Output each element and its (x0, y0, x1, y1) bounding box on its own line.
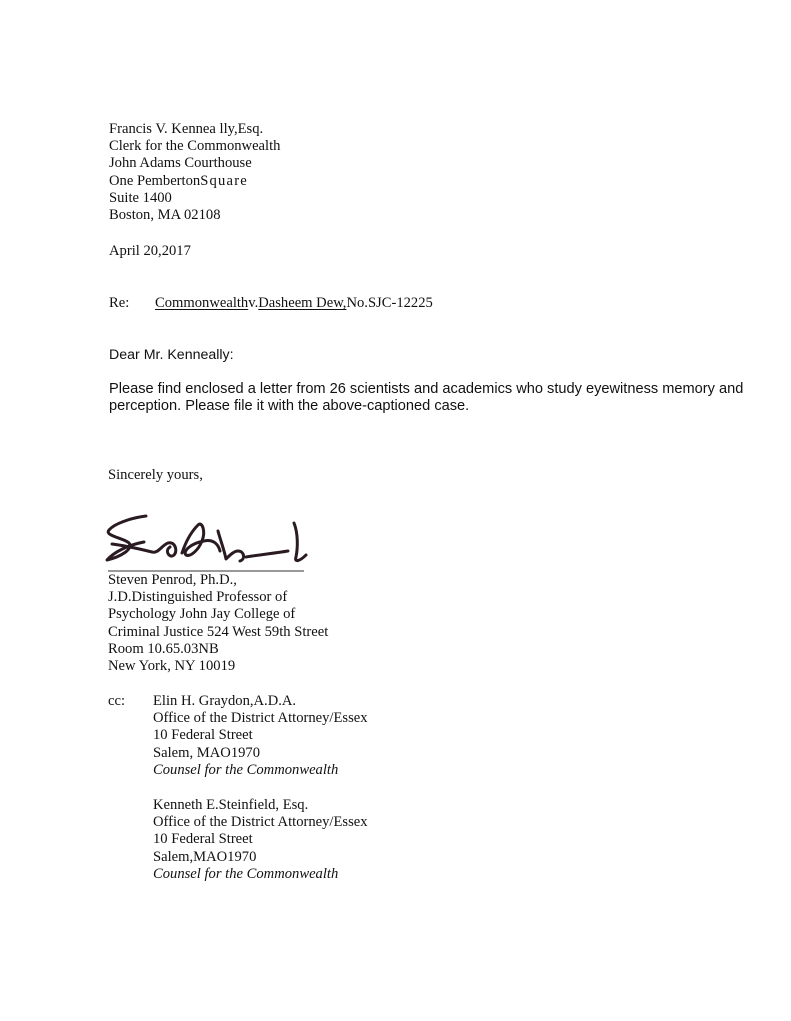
recipient-building: John Adams Courthouse (109, 155, 252, 172)
recipient-suite: Suite 1400 (109, 189, 172, 206)
recipient-street-a: One Pemberton (109, 172, 201, 189)
letter-date: April 20,2017 (109, 243, 191, 259)
sender-city: New York, NY 10019 (108, 657, 236, 674)
re-subject (155, 295, 433, 312)
cc-street: 10 Federal Street (153, 831, 253, 848)
re-label: Re: (109, 295, 130, 311)
body-line-1: Please find enclosed a letter from 26 scientists and academics who study eyewitness memory and (109, 381, 744, 397)
cc-city: Salem,MAO1970 (153, 848, 257, 865)
cc-recipient (153, 797, 368, 883)
signature-image (100, 505, 315, 577)
recipient-street-b: Square (200, 172, 248, 189)
re-versus: v. (248, 295, 259, 311)
recipient-title: Clerk for the Commonwealth (109, 138, 281, 155)
cc-office: Office of the District Attorney/Essex (153, 710, 368, 727)
recipient-name: Francis V. Kennea lly,Esq. (109, 121, 264, 137)
closing: Sincerely yours, (108, 467, 203, 483)
cc-label: cc: (108, 693, 126, 709)
sender-block (108, 572, 328, 675)
cc-recipient (153, 693, 368, 779)
cc-street: 10 Federal Street (153, 727, 253, 744)
cc-city: Salem, MAO1970 (153, 744, 261, 761)
recipient-address (109, 121, 280, 224)
cc-name: Kenneth E.Steinfield, Esq. (153, 797, 309, 813)
sender-department: Psychology John Jay College of (108, 606, 296, 623)
recipient-city: Boston, MA 02108 (109, 206, 221, 223)
salutation: Dear Mr. Kenneally: (109, 347, 234, 363)
cc-role: Counsel for the Commonwealth (153, 761, 339, 778)
letter-body (109, 381, 743, 415)
sender-title: J.D.Distinguished Professor of (108, 589, 288, 606)
sender-room: Room 10.65.03NB (108, 640, 219, 657)
re-party-a: Commonwealth (155, 295, 249, 311)
sender-street: Criminal Justice 524 West 59th Street (108, 623, 329, 640)
re-party-b: Dasheem Dew, (258, 295, 347, 311)
body-line-2: perception. Please file it with the above-captioned case. (109, 398, 470, 415)
cc-name: Elin H. Graydon,A.D.A. (153, 693, 297, 709)
cc-office: Office of the District Attorney/Essex (153, 814, 368, 831)
re-docket: No.SJC-12225 (346, 295, 433, 311)
cc-role: Counsel for the Commonwealth (153, 865, 339, 882)
recipient-street (109, 173, 280, 190)
sender-name: Steven Penrod, Ph.D., (108, 572, 237, 588)
